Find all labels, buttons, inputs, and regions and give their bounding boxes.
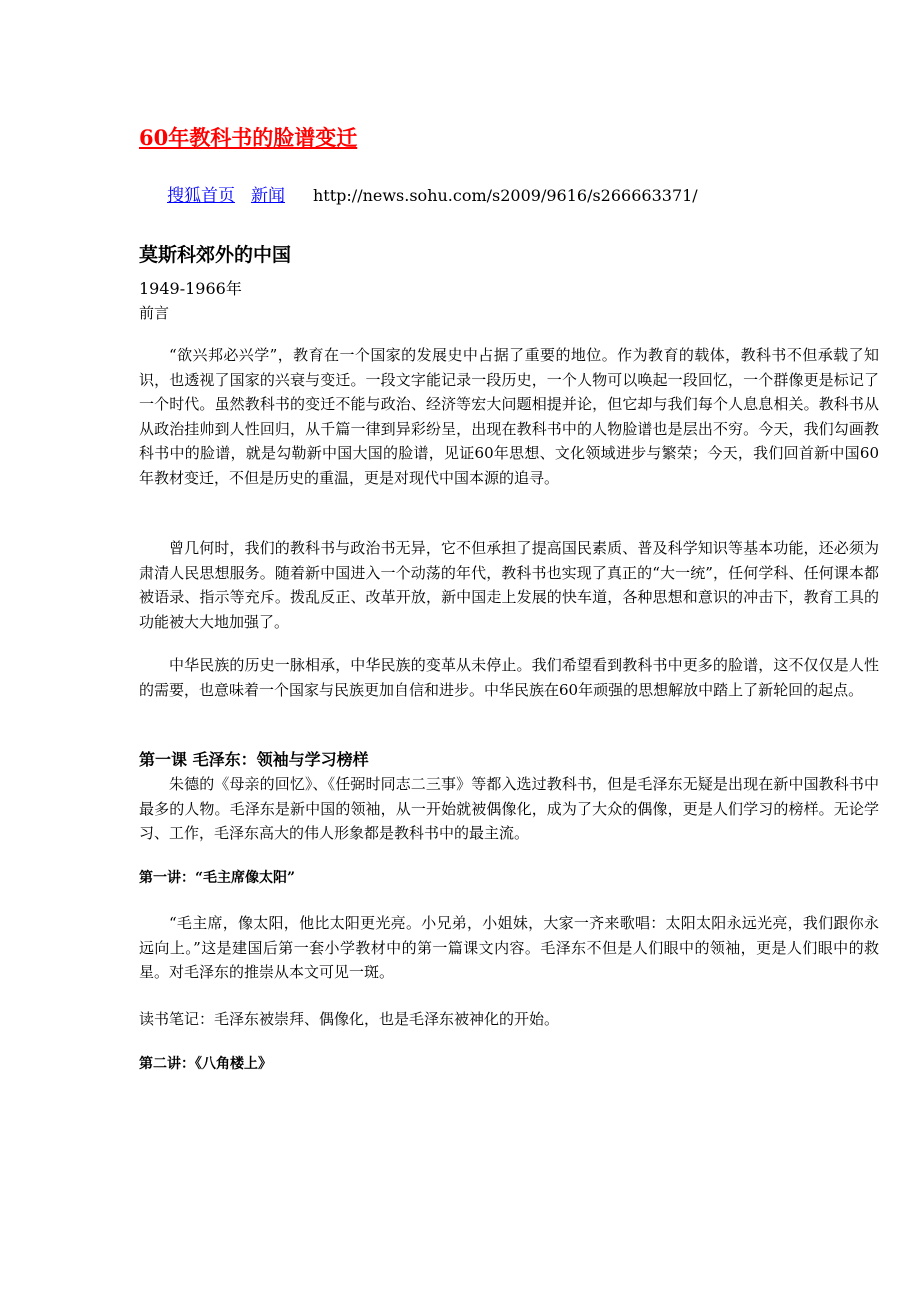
source-links xyxy=(167,181,698,206)
intro-paragraph-2: 曾几何时，我们的教科书与政治书无异，它不但承担了提高国民素质、普及科学知识等基本功能，还必须为肃清人民思想服务。随着新中国进入一个动荡的年代，教科书也实现了真正的“大一统”，任何学科、任何课本都被语录、指示等充斥。拨乱反正、改革开放，新中国走上发展的快车道，各种思想和意识的冲击下，教育工具的功能被大大地加强了。 xyxy=(139,539,879,631)
section-title: 莫斯科郊外的中国 xyxy=(139,244,292,266)
intro-paragraph-1: “欲兴邦必兴学”，教育在一个国家的发展史中占据了重要的地位。作为教育的载体，教科书不但承载了知识，也透视了国家的兴衰与变迁。一段文字能记录一段历史，一个人物可以唤起一段回忆，一个群像更是标记了一个时代。虽然教科书的变迁不能与政治、经济等宏大问题相提并论，但它却与我们每个人息息相关。教科书从从政治挂帅到人性回归，从千篇一律到异彩纷呈，出现在教科书中的人物脸谱也是层出不穷。今天，我们勾画教科书中的脸谱，就是勾勒新中国大国的脸谱，见证60年思想、文化领域进步与繁荣；今天，我们回首新中国60年教材变迁，不但是历史的重温，更是对现代中国本源的追寻。 xyxy=(139,346,879,487)
lesson-1-text: 朱德的《母亲的回忆》、《任弼时同志二三事》等都入选过教科书，但是毛泽东无疑是出现在新中国教科书中最多的人物。毛泽东是新中国的领袖，从一开始就被偶像化，成为了大众的偶像，更是人们学习的榜样。无论学习、工作，毛泽东高大的伟人形象都是教科书中的最主流。 xyxy=(139,775,879,842)
reading-note: 读书笔记：毛泽东被崇拜、偶像化，也是毛泽东被神化的开始。 xyxy=(139,1010,560,1028)
year-range: 1949-1966年 xyxy=(139,279,242,298)
source-url: http://news.sohu.com/s2009/9616/s266663371/ xyxy=(313,186,698,205)
news-link[interactable]: 新闻 xyxy=(251,186,285,206)
lecture-2-heading: 第二讲：《八角楼上》 xyxy=(139,1056,272,1072)
document-title: 60年教科书的脸谱变迁 xyxy=(139,125,358,150)
sohu-home-link[interactable]: 搜狐首页 xyxy=(167,186,235,206)
lecture-1-heading: 第一讲：“毛主席像太阳” xyxy=(139,870,296,886)
lecture-1-text: “毛主席，像太阳，他比太阳更光亮。小兄弟，小姐妹，大家一齐来歌唱：太阳太阳永远光亮，我们跟你永远向上。”这是建国后第一套小学教材中的第一篇课文内容。毛泽东不但是人们眼中的领袖，更是人们眼中的救星。对毛泽东的推崇从本文可见一斑。 xyxy=(139,914,879,981)
preface-label: 前言 xyxy=(139,304,170,322)
lesson-1-heading: 第一课 毛泽东：领袖与学习榜样 xyxy=(139,750,369,769)
intro-paragraph-3: 中华民族的历史一脉相承，中华民族的变革从未停止。我们希望看到教科书中更多的脸谱，这不仅仅是人性的需要，也意味着一个国家与民族更加自信和进步。中华民族在60年顽强的思想解放中踏上了新轮回的起点。 xyxy=(139,656,879,699)
